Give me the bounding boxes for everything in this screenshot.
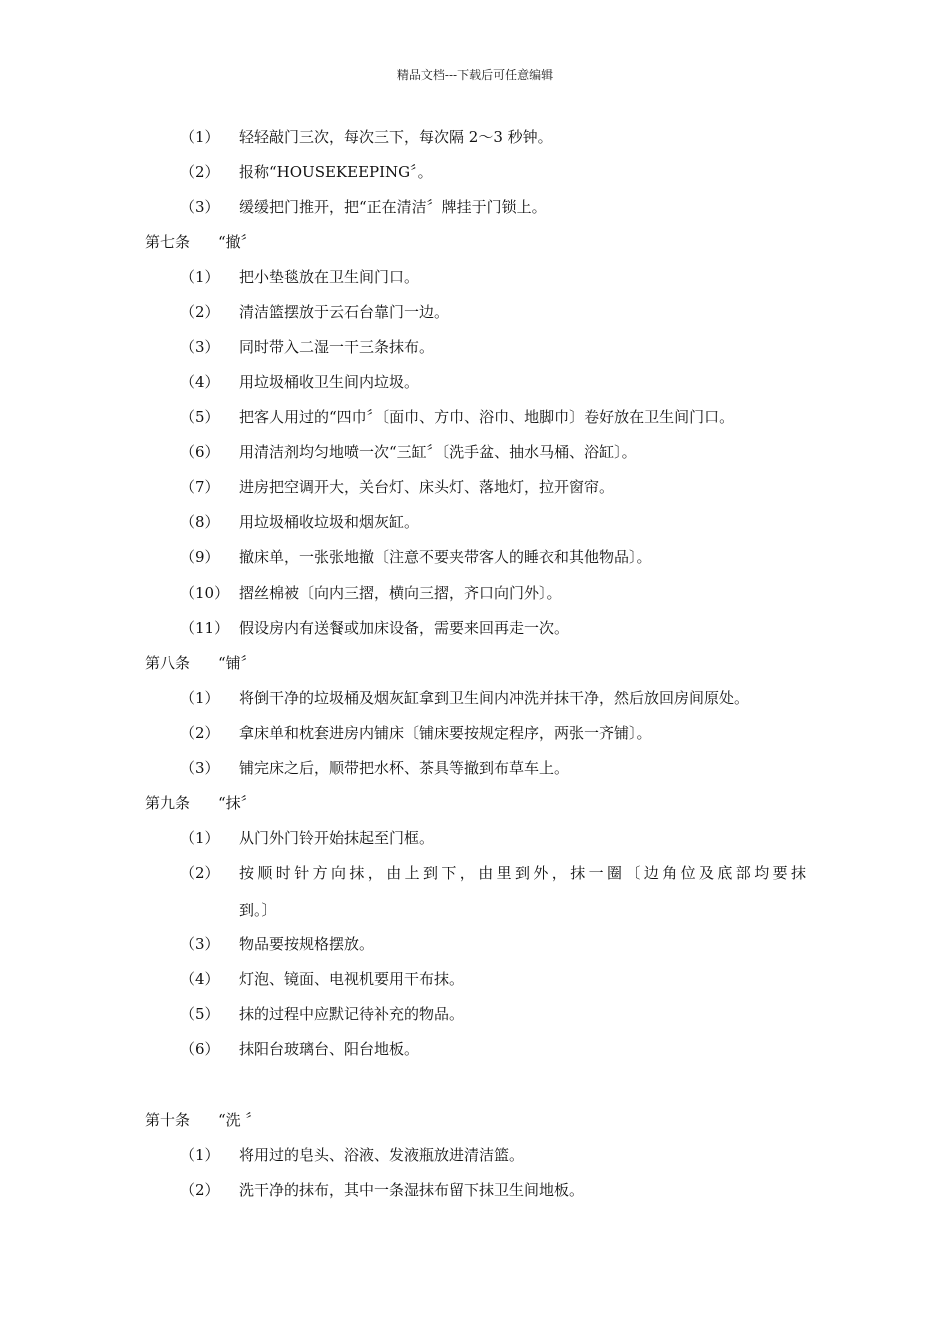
list-item-text: 同时带入二湿一干三条抹布。 — [239, 338, 435, 356]
list-item-number: （1） — [180, 689, 220, 707]
list-item-text: 用垃圾桶收卫生间内垃圾。 — [239, 373, 420, 391]
list-item-number: （4） — [180, 373, 220, 391]
list-item-number: （2） — [180, 1181, 220, 1199]
section-title: “洗 〞 — [218, 1111, 261, 1129]
list-item-number: （3） — [180, 935, 220, 953]
section-heading — [145, 1110, 260, 1130]
section-label: 第十条 — [145, 1111, 191, 1129]
list-item-number: （1） — [180, 268, 220, 286]
list-item-number: （8） — [180, 513, 220, 531]
list-item-text: 将用过的皂头、浴液、发液瓶放进清洁篮。 — [239, 1146, 525, 1164]
list-item-number: （3） — [180, 759, 220, 777]
list-item-number: （9） — [180, 548, 220, 566]
list-item-text: 抹的过程中应默记待补充的物品。 — [239, 1005, 465, 1023]
list-item-text: 把小垫毯放在卫生间门口。 — [239, 268, 420, 286]
list-item-text: 摺丝棉被〔向内三摺，横向三摺，齐口向门外〕。 — [239, 584, 562, 602]
page-header: 精品文档---下载后可任意编辑 — [396, 68, 554, 82]
list-item-text: 轻轻敲门三次，每次三下，每次隔 2～3 秒钟。 — [239, 128, 553, 146]
section-heading — [145, 793, 256, 813]
list-item-number: （3） — [180, 198, 220, 216]
list-item-text: 拿床单和枕套进房内铺床〔铺床要按规定程序，两张一齐铺〕。 — [239, 724, 652, 742]
list-item-text: 抹阳台玻璃台、阳台地板。 — [239, 1040, 420, 1058]
section-heading — [145, 232, 256, 252]
list-item-number: （10） — [180, 584, 230, 602]
section-title: “抹〞 — [218, 794, 256, 812]
section-label: 第八条 — [145, 654, 191, 672]
list-item-text: 按顺时针方向抹，由上到下，由里到外，抹一圈〔边角位及底部均要抹 — [239, 864, 806, 882]
list-item-number: （1） — [180, 128, 220, 146]
list-item-text: 撤床单，一张张地撤〔注意不要夹带客人的睡衣和其他物品〕。 — [239, 548, 652, 566]
list-item-number: （1） — [180, 829, 220, 847]
list-item-number: （2） — [180, 303, 220, 321]
list-item-number: （1） — [180, 1146, 220, 1164]
list-item-text: 洗干净的抹布，其中一条湿抹布留下抹卫生间地板。 — [239, 1181, 585, 1199]
list-item-text: 用垃圾桶收垃圾和烟灰缸。 — [239, 513, 420, 531]
section-heading — [145, 653, 256, 673]
list-item-continuation: 到。〕 — [239, 901, 277, 919]
section-label: 第九条 — [145, 794, 191, 812]
list-item-number: （11） — [180, 619, 230, 637]
list-item-text: 从门外门铃开始抹起至门框。 — [239, 829, 435, 847]
list-item-number: （2） — [180, 724, 220, 742]
list-item-number: （6） — [180, 443, 220, 461]
section-label: 第七条 — [145, 233, 191, 251]
list-item-number: （7） — [180, 478, 220, 496]
list-item-number: （4） — [180, 970, 220, 988]
list-item-number: （6） — [180, 1040, 220, 1058]
section-title: “撤〞 — [218, 233, 256, 251]
list-item-text: 报称“HOUSEKEEPING〞。 — [239, 163, 433, 181]
list-item-number: （2） — [180, 864, 220, 882]
list-item-text: 进房把空调开大，关台灯、床头灯、落地灯，拉开窗帘。 — [239, 478, 615, 496]
list-item-text: 假设房内有送餐或加床设备，需要来回再走一次。 — [239, 619, 570, 637]
list-item-text: 清洁篮摆放于云石台靠门一边。 — [239, 303, 450, 321]
list-item-number: （5） — [180, 408, 220, 426]
section-title: “铺〞 — [218, 654, 256, 672]
list-item-text: 将倒干净的垃圾桶及烟灰缸拿到卫生间内冲洗并抹干净，然后放回房间原处。 — [239, 689, 750, 707]
list-item-text: 把客人用过的“四巾〞〔面巾、方巾、浴巾、地脚巾〕卷好放在卫生间门口。 — [239, 408, 735, 426]
list-item-text: 灯泡、镜面、电视机要用干布抹。 — [239, 970, 465, 988]
list-item-text: 铺完床之后，顺带把水杯、茶具等撤到布草车上。 — [239, 759, 570, 777]
list-item-number: （3） — [180, 338, 220, 356]
list-item-text: 缓缓把门推开，把“正在清洁〞牌挂于门锁上。 — [239, 198, 547, 216]
list-item-text: 用清洁剂均匀地喷一次“三缸〞〔洗手盆、抽水马桶、浴缸〕。 — [239, 443, 637, 461]
list-item-text: 物品要按规格摆放。 — [239, 935, 375, 953]
list-item-number: （5） — [180, 1005, 220, 1023]
list-item-number: （2） — [180, 163, 220, 181]
